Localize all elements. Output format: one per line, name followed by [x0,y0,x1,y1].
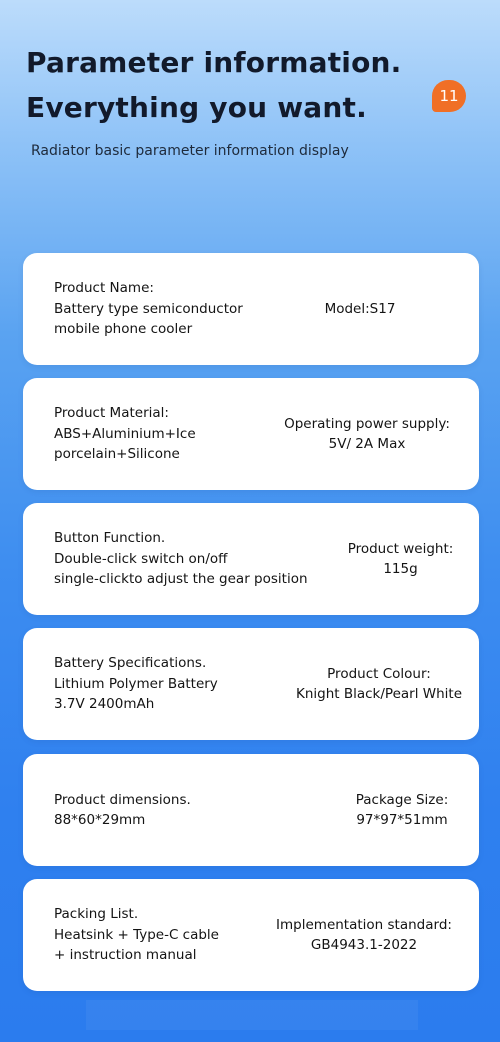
card-label: Product Name: [54,280,154,297]
page-title-line-2: Everything you want. [26,91,367,124]
card-value: mobile phone cooler [54,321,193,338]
card-label: Package Size: [355,791,449,808]
card-left-text [54,503,308,615]
card-value: 115g [383,561,418,577]
parameter-card-button-function [23,503,479,615]
card-right-text [333,503,468,615]
card-left-text [54,378,196,490]
card-value: ABS+Aluminium+Ice [54,425,196,442]
card-value: + instruction manual [54,947,197,964]
page-subtitle: Radiator basic parameter information display [31,143,349,159]
card-value: Heatsink + Type-C cable [54,926,219,943]
card-model-value: Model:S17 [324,300,396,317]
parameter-card-packing-list [23,879,479,991]
card-right-text [259,879,469,991]
card-label: Implementation standard: [276,916,452,933]
card-left-text [54,879,219,991]
parameter-card-dimensions [23,754,479,866]
card-value: 3.7V 2400mAh [54,696,155,713]
card-right-text [337,754,467,866]
card-value: Battery type semiconductor [54,300,243,317]
card-right-text [285,253,435,365]
card-label: Operating power supply: [284,415,450,432]
card-value: single-clickto adjust the gear position [54,571,308,588]
card-value: 88*60*29mm [54,812,146,828]
card-right-text [267,378,467,490]
card-label: Product Colour: [327,665,431,682]
card-label: Battery Specifications. [54,655,207,672]
card-value: porcelain+Silicone [54,446,180,463]
card-value: 5V/ 2A Max [328,436,406,452]
card-value: Knight Black/Pearl White [295,686,463,702]
card-value: Lithium Polymer Battery [54,675,218,692]
card-value: Double-click switch on/off [54,550,228,567]
page-number-badge: 11 [432,80,466,112]
card-label: Packing List. [54,906,139,923]
card-label: Product weight: [347,540,454,557]
page-title-line-1: Parameter information. [26,46,402,79]
card-right-text [279,628,479,740]
card-label: Button Function. [54,530,166,547]
card-left-text [54,754,191,866]
card-value: GB4943.1-2022 [310,937,418,953]
card-left-text [54,628,218,740]
page-title [26,40,446,130]
bottom-decorative-strip [86,1000,418,1030]
parameter-card-material [23,378,479,490]
parameter-card-product-name [23,253,479,365]
card-label: Product dimensions. [54,791,191,808]
card-label: Product Material: [54,405,169,422]
card-value: 97*97*51mm [356,812,448,828]
parameter-card-battery [23,628,479,740]
card-left-text [54,253,243,365]
